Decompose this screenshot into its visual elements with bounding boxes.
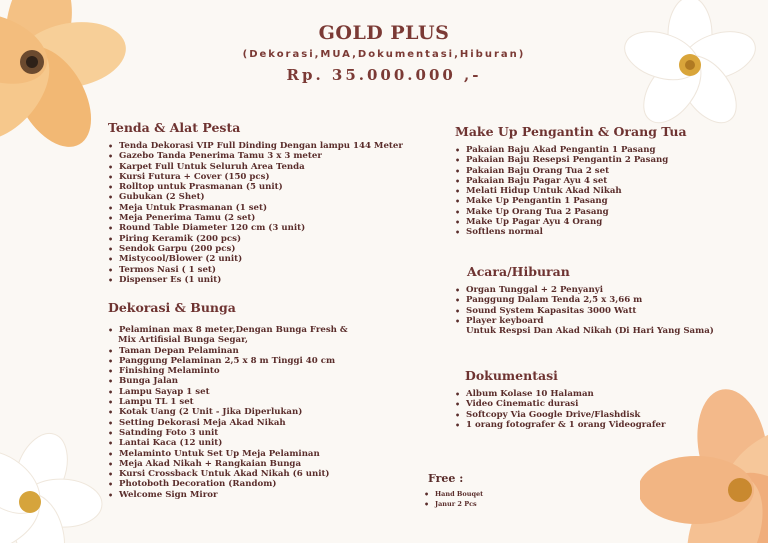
- list-acara: [455, 285, 714, 336]
- list-item: • Kursi Crossback Untuk Akad Nikah (6 unit): [108, 469, 348, 479]
- list-item: • Video Cinematic durasi: [455, 399, 666, 409]
- list-item: • Round Table Diameter 120 cm (3 unit): [108, 223, 403, 233]
- list-item: • Meja Penerima Tamu (2 set): [108, 213, 403, 223]
- list-item: • Pakaian Baju Akad Pengantin 1 Pasang: [455, 145, 687, 155]
- list-item: • Piring Keramik (200 pcs): [108, 234, 403, 244]
- list-item: • Setting Dekorasi Meja Akad Nikah: [108, 418, 348, 428]
- list-item: • Melaminto Untuk Set Up Meja Pelaminan: [108, 449, 348, 459]
- list-item: • Taman Depan Pelaminan: [108, 346, 348, 356]
- list-item: • Organ Tunggal + 2 Penyanyi: [455, 285, 714, 295]
- list-item: • Lantai Kaca (12 unit): [108, 438, 348, 448]
- list-item: • Panggung Pelaminan 2,5 x 8 m Tinggi 40 cm: [108, 356, 348, 366]
- list-makeup: [455, 145, 687, 238]
- section-title-free: Free :: [428, 472, 464, 485]
- list-item: • Tenda Dekorasi VIP Full Dinding Dengan lampu 144 Meter: [108, 141, 403, 151]
- list-item: • Pakaian Baju Resepsi Pengantin 2 Pasang: [455, 155, 687, 165]
- section-dekorasi: [108, 300, 348, 500]
- list-item: • Finishing Melaminto: [108, 366, 348, 376]
- package-subtitle: (Dekorasi,MUA,Dokumentasi,Hiburan): [242, 49, 526, 60]
- section-title-makeup: Make Up Pengantin & Orang Tua: [455, 124, 687, 139]
- section-title-acara: Acara/Hiburan: [467, 264, 570, 279]
- list-item: • Karpet Full Untuk Seluruh Area Tenda: [108, 162, 403, 172]
- list-item: • Lampu TL 1 set: [108, 397, 348, 407]
- list-item: • Welcome Sign Miror: [108, 490, 348, 500]
- list-item: • Termos Nasi ( 1 set): [108, 265, 403, 275]
- list-item: • Sendok Garpu (200 pcs): [108, 244, 403, 254]
- list-item: • Melati Hidup Untuk Akad Nikah: [455, 186, 687, 196]
- list-dekorasi: [108, 325, 348, 500]
- list-item: • Pelaminan max 8 meter,Dengan Bunga Fresh &: [108, 325, 348, 335]
- list-item: • Album Kolase 10 Halaman: [455, 389, 666, 399]
- list-item: • Gubukan (2 Shet): [108, 192, 403, 202]
- list-item: • Kursi Futura + Cover (150 pcs): [108, 172, 403, 182]
- section-dokumentasi: [455, 368, 666, 430]
- list-item: • Pakaian Baju Pagar Ayu 4 set: [455, 176, 687, 186]
- package-price: Rp. 35.000.000 ,-: [286, 66, 482, 84]
- list-item: • Dispenser Es (1 unit): [108, 275, 403, 285]
- section-title-dekorasi: Dekorasi & Bunga: [108, 300, 236, 315]
- list-item: • Panggung Dalam Tenda 2,5 x 3,66 m: [455, 295, 714, 305]
- list-dokumentasi: [455, 389, 666, 430]
- list-item: • Make Up Pengantin 1 Pasang: [455, 196, 687, 206]
- section-free: [424, 472, 483, 509]
- list-item: • Bunga Jalan: [108, 376, 348, 386]
- header: [0, 22, 768, 84]
- list-free: [424, 489, 483, 509]
- section-acara: [455, 264, 714, 336]
- list-item: • Pakaian Baju Orang Tua 2 set: [455, 166, 687, 176]
- package-title: GOLD PLUS: [318, 22, 450, 44]
- list-item: • Make Up Orang Tua 2 Pasang: [455, 207, 687, 217]
- list-item: • Softcopy Via Google Drive/Flashdisk: [455, 410, 666, 420]
- list-item: • Photoboth Decoration (Random): [108, 479, 348, 489]
- section-title-dokumentasi: Dokumentasi: [465, 368, 558, 383]
- list-item: • Sound System Kapasitas 3000 Watt: [455, 306, 714, 316]
- list-item: • Mistycool/Blower (2 unit): [108, 254, 403, 264]
- list-item: • 1 orang fotografer & 1 orang Videografer: [455, 420, 666, 430]
- list-item: • Lampu Sayap 1 set: [108, 387, 348, 397]
- list-item: • Satnding Foto 3 unit: [108, 428, 348, 438]
- list-item: • Player keyboard: [455, 316, 714, 326]
- section-tenda: [108, 120, 403, 285]
- list-item: • Janur 2 Pcs: [424, 499, 483, 509]
- section-title-tenda: Tenda & Alat Pesta: [108, 120, 241, 135]
- list-item: Mix Artifisial Bunga Segar,: [118, 335, 248, 346]
- list-item: • Rolltop untuk Prasmanan (5 unit): [108, 182, 403, 192]
- list-item: • Make Up Pagar Ayu 4 Orang: [455, 217, 687, 227]
- list-tenda: [108, 141, 403, 285]
- list-item: • Hand Bouqet: [424, 489, 483, 499]
- list-item: • Meja Akad Nikah + Rangkaian Bunga: [108, 459, 348, 469]
- list-item: Untuk Respsi Dan Akad Nikah (Di Hari Yang Sama): [466, 326, 714, 337]
- list-item: • Meja Untuk Prasmanan (1 set): [108, 203, 403, 213]
- list-item: • Gazebo Tanda Penerima Tamu 3 x 3 meter: [108, 151, 403, 161]
- list-item: • Kotak Uang (2 Unit - Jika Diperlukan): [108, 407, 348, 417]
- list-item: • Softlens normal: [455, 227, 687, 237]
- flower-bottom-left-icon: [0, 430, 120, 543]
- section-makeup: [455, 124, 687, 238]
